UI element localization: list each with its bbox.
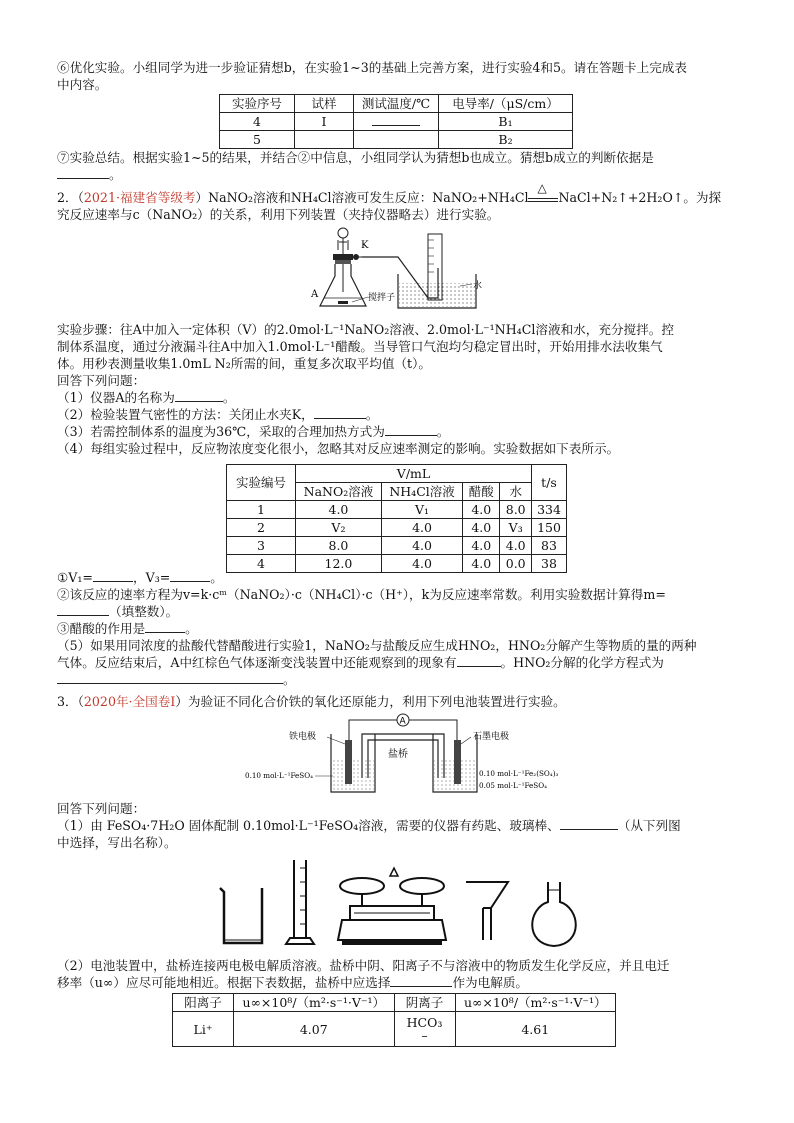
reaction-arrow xyxy=(528,181,558,202)
q2-data-table xyxy=(226,464,567,573)
table-cell: 2 xyxy=(227,519,296,537)
q2-text: NaCl+N₂↑+2H₂O↑。为探 xyxy=(558,190,722,205)
q2-table-subheader: NH₄Cl溶液 xyxy=(381,483,462,501)
q1-table-header: 电导率/（μS/cm） xyxy=(439,95,573,113)
q2-sub2: （2）检验装置气密性的方法：关闭止水夹K， xyxy=(57,407,314,422)
period: 。 xyxy=(222,390,236,405)
answer-blank[interactable] xyxy=(145,620,185,633)
left-solution-label: 0.10 mol·L⁻¹FeSO₄ xyxy=(245,771,314,780)
table-cell: 3 xyxy=(227,537,296,555)
period: 。 xyxy=(109,167,122,182)
q3-sub2-2b: 作为电解质。 xyxy=(452,975,529,990)
q2-table-subheader: 水 xyxy=(500,483,532,501)
answer-blank[interactable] xyxy=(390,974,452,987)
answer-blank[interactable] xyxy=(57,671,283,684)
graphite-electrode xyxy=(454,740,461,784)
q2-sub1: （1）仪器A的名称为 xyxy=(57,390,175,405)
q3-sub1: （1）由 FeSO₄·7H₂O 固体配制 0.10mol·L⁻¹FeSO₄溶液，需要的仪器有药匙、玻璃棒、 xyxy=(57,818,560,833)
q1-table-cell: B₂ xyxy=(439,131,573,149)
answer-blank[interactable] xyxy=(314,406,366,419)
q1-table xyxy=(219,94,573,149)
table-cell: 4 xyxy=(227,555,296,573)
table-cell: 4.61 xyxy=(455,1012,616,1047)
q2-steps xyxy=(57,321,742,457)
answer-blank[interactable] xyxy=(57,166,109,179)
q1-table-blank[interactable] xyxy=(295,131,354,149)
table-header: u∞×10⁸/（m²·s⁻¹·V⁻¹） xyxy=(234,994,395,1012)
q2-a2: ②该反应的速率方程为v=k·cᵐ（NaNO₂）·c（NH₄Cl）·c（H⁺），k为反应速率常数。利用实验数据计算得m= xyxy=(57,587,666,602)
q3-mobility-table xyxy=(172,993,616,1047)
table-cell: 4.0 xyxy=(500,537,532,555)
anion-formula: HCO₃ xyxy=(406,1015,443,1030)
q3-sub1-b: （从下列图 xyxy=(617,818,681,833)
q2-sub5-2: 气体。反应结束后，A中红棕色气体逐渐变浅装置中还能观察到的现象有 xyxy=(57,655,457,670)
q2-source: 2021·福建省等级考 xyxy=(83,190,196,205)
table-row xyxy=(173,1012,616,1047)
period: 。 xyxy=(283,672,296,687)
q1-table-cell: Ⅰ xyxy=(295,113,354,131)
table-cell: 4.0 xyxy=(463,555,500,573)
q3-number: 3．（ xyxy=(57,694,84,709)
instruments-figure xyxy=(210,858,590,950)
q3-questions xyxy=(57,800,742,851)
q3-sub2-1: （2）电池装置中，盐桥连接两电极电解质溶液。盐桥中阴、阳离子不与溶液中的物质发生化学反应，并且电迁 xyxy=(57,958,670,973)
balance-icon xyxy=(338,868,446,945)
q2-table-header: t/s xyxy=(532,465,567,501)
stirrer-bar-icon xyxy=(338,301,348,304)
table-header: 阴离子 xyxy=(394,994,455,1012)
q2-answers xyxy=(57,569,742,688)
apparatus-figure xyxy=(310,226,500,316)
table-cell: 4.0 xyxy=(381,537,462,555)
right-solution-label-1: 0.10 mol·L⁻¹Fe₂(SO₄)₃ xyxy=(479,769,559,778)
iron-electrode-label: 铁电极 xyxy=(289,732,317,742)
funnel-icon xyxy=(466,882,508,940)
table-cell xyxy=(394,1012,455,1047)
label-k: K xyxy=(361,240,369,251)
q3-sub2 xyxy=(57,957,742,991)
answer-blank[interactable] xyxy=(175,389,223,402)
table-cell: 4.0 xyxy=(463,501,500,519)
q1-part6 xyxy=(57,59,742,93)
table-cell: 8.0 xyxy=(296,537,382,555)
table-row xyxy=(227,519,567,537)
q2-a3: ③醋酸的作用是 xyxy=(57,621,146,636)
flask-icon xyxy=(532,882,576,946)
q2-table-header: 实验编号 xyxy=(227,465,296,501)
table-header: 阳离子 xyxy=(173,994,234,1012)
table-cell: 4.0 xyxy=(463,519,500,537)
q1-table-header: 试样 xyxy=(295,95,354,113)
heat-symbol: △ xyxy=(537,181,547,195)
q1-table-header: 测试温度/℃ xyxy=(354,95,439,113)
table-cell: 38 xyxy=(532,555,567,573)
table-cell: 1 xyxy=(227,501,296,519)
period: 。 xyxy=(436,424,450,439)
salt-bridge-label: 盐桥 xyxy=(388,749,408,760)
q2-intro-2: 究反应速率与c（NaNO₂）的关系，利用下列装置（夹持仪器略去）进行实验。 xyxy=(57,207,500,222)
table-cell: 0.0 xyxy=(500,555,532,573)
q1-table-cell: B₁ xyxy=(439,113,573,131)
q2-steps-2: 制体系温度，通过分液漏斗往A中加入1.0mol·L⁻¹醋酸。当导管口气泡均匀稳定冒出时，开始用排水法收集气 xyxy=(57,339,663,354)
table-cell: V₁ xyxy=(381,501,462,519)
q1-part7-line1: ⑦实验总结。根据实验1~5的结果，并结合②中信息，小组同学认为猜想b也成立。猜想b成立的判断依据是 xyxy=(57,150,654,165)
q3-intro xyxy=(57,693,742,710)
q1-table-cell: 5 xyxy=(220,131,295,149)
table-cell: 83 xyxy=(532,537,567,555)
ammeter-label: A xyxy=(399,716,406,727)
period: 。 xyxy=(185,621,198,636)
table-cell: 334 xyxy=(532,501,567,519)
answer-blank[interactable] xyxy=(560,817,618,830)
table-cell: 4.0 xyxy=(381,519,462,537)
q2-number: 2．（ xyxy=(57,190,84,205)
q1-part6-intro: ⑥优化实验。小组同学为进一步验证猜想b，在实验1~3的基础上完善方案，进行实验4和5。请在答题卡上完成表 xyxy=(57,60,687,75)
table-cell: V₃ xyxy=(500,519,532,537)
table-cell: 4.0 xyxy=(296,501,382,519)
q3-source: 2020年·全国卷Ⅰ xyxy=(83,694,176,709)
table-row xyxy=(227,501,567,519)
iron-electrode xyxy=(345,740,352,784)
table-cell: 12.0 xyxy=(296,555,382,573)
q1-part6-intro-2: 中内容。 xyxy=(57,77,108,92)
q3-sub2-2: 移率（u∞）应尽可能地相近。根据下表数据，盐桥中应选择 xyxy=(57,975,391,990)
q3-answer-prompt: 回答下列问题： xyxy=(57,801,146,816)
answer-blank[interactable] xyxy=(385,423,437,436)
table-cell: 4.0 xyxy=(463,537,500,555)
period: 。 xyxy=(210,570,223,585)
table-cell: V₂ xyxy=(296,519,382,537)
clamp-k-icon xyxy=(353,254,359,260)
label-stirrer: 搅拌子 xyxy=(368,293,396,303)
q2-answer-prompt: 回答下列问题： xyxy=(57,373,146,388)
q2-intro xyxy=(57,181,742,223)
table-cell: 8.0 xyxy=(500,501,532,519)
q1-part7 xyxy=(57,149,742,183)
q2-a2-2: （填整数）。 xyxy=(109,604,179,619)
q2-text: ）NaNO₂溶液和NH₄Cl溶液可发生反应：NaNO₂+NH₄Cl xyxy=(195,190,529,205)
table-row xyxy=(227,537,567,555)
q2-sub5-2b: 。HNO₂分解的化学方程式为 xyxy=(500,655,664,670)
table-cell: Li⁺ xyxy=(173,1012,234,1047)
answer-blank[interactable] xyxy=(457,654,501,667)
anion-charge: – xyxy=(421,1028,428,1043)
q2-sub3: （3）若需控制体系的温度为36℃，采取的合理加热方式为 xyxy=(57,424,385,439)
table-cell: 4.07 xyxy=(234,1012,395,1047)
answer-blank[interactable] xyxy=(170,569,210,582)
cell-figure xyxy=(245,712,565,797)
q2-table-subheader: 醋酸 xyxy=(463,483,500,501)
label-water: 水 xyxy=(473,281,483,291)
period: 。 xyxy=(365,407,379,422)
q2-sub5: （5）如果用同浓度的盐酸代替醋酸进行实验1，NaNO₂与盐酸反应生成HNO₂，HNO₂分解产生等物质的量的两种 xyxy=(57,638,697,653)
table-cell: 4.0 xyxy=(381,555,462,573)
answer-blank[interactable] xyxy=(57,603,109,616)
label-a: A xyxy=(311,289,319,300)
q1-table-blank[interactable] xyxy=(354,131,439,149)
q3-text: ）为验证不同化合价铁的氧化还原能力，利用下列电池装置进行实验。 xyxy=(175,694,566,709)
q2-steps-1: 实验步骤：往A中加入一定体积（V）的2.0mol·L⁻¹NaNO₂溶液、2.0mol·L⁻¹NH₄Cl溶液和水，充分搅拌。控 xyxy=(57,322,674,337)
graphite-electrode-label: 石墨电极 xyxy=(473,732,510,742)
q2-steps-3: 体。用秒表测量收集1.0mL N₂所需的间，重复多次取平均值（t）。 xyxy=(57,356,432,371)
q2-a1: ①V₁= xyxy=(57,570,93,585)
q2-sub4: （4）每组实验过程中，反应物浓度变化很小，忽略其对反应速率测定的影响。实验数据如下表所示。 xyxy=(57,441,620,456)
q2-a1-v3: ，V₃= xyxy=(133,570,171,585)
q1-table-header: 实验序号 xyxy=(220,95,295,113)
q1-table-blank[interactable] xyxy=(354,113,439,131)
q3-sub1-2: 中选择，写出名称）。 xyxy=(57,835,177,850)
table-header: u∞×10⁸/（m²·s⁻¹·V⁻¹） xyxy=(455,994,616,1012)
q2-table-subheader: NaNO₂溶液 xyxy=(296,483,382,501)
graduated-cylinder-icon xyxy=(286,860,314,944)
q1-table-cell: 4 xyxy=(220,113,295,131)
q2-table-header: V/mL xyxy=(296,465,532,483)
right-solution-label-2: 0.05 mol·L⁻¹FeSO₄ xyxy=(479,781,548,790)
answer-blank[interactable] xyxy=(93,569,133,582)
table-cell: 150 xyxy=(532,519,567,537)
beaker-icon xyxy=(220,888,262,943)
